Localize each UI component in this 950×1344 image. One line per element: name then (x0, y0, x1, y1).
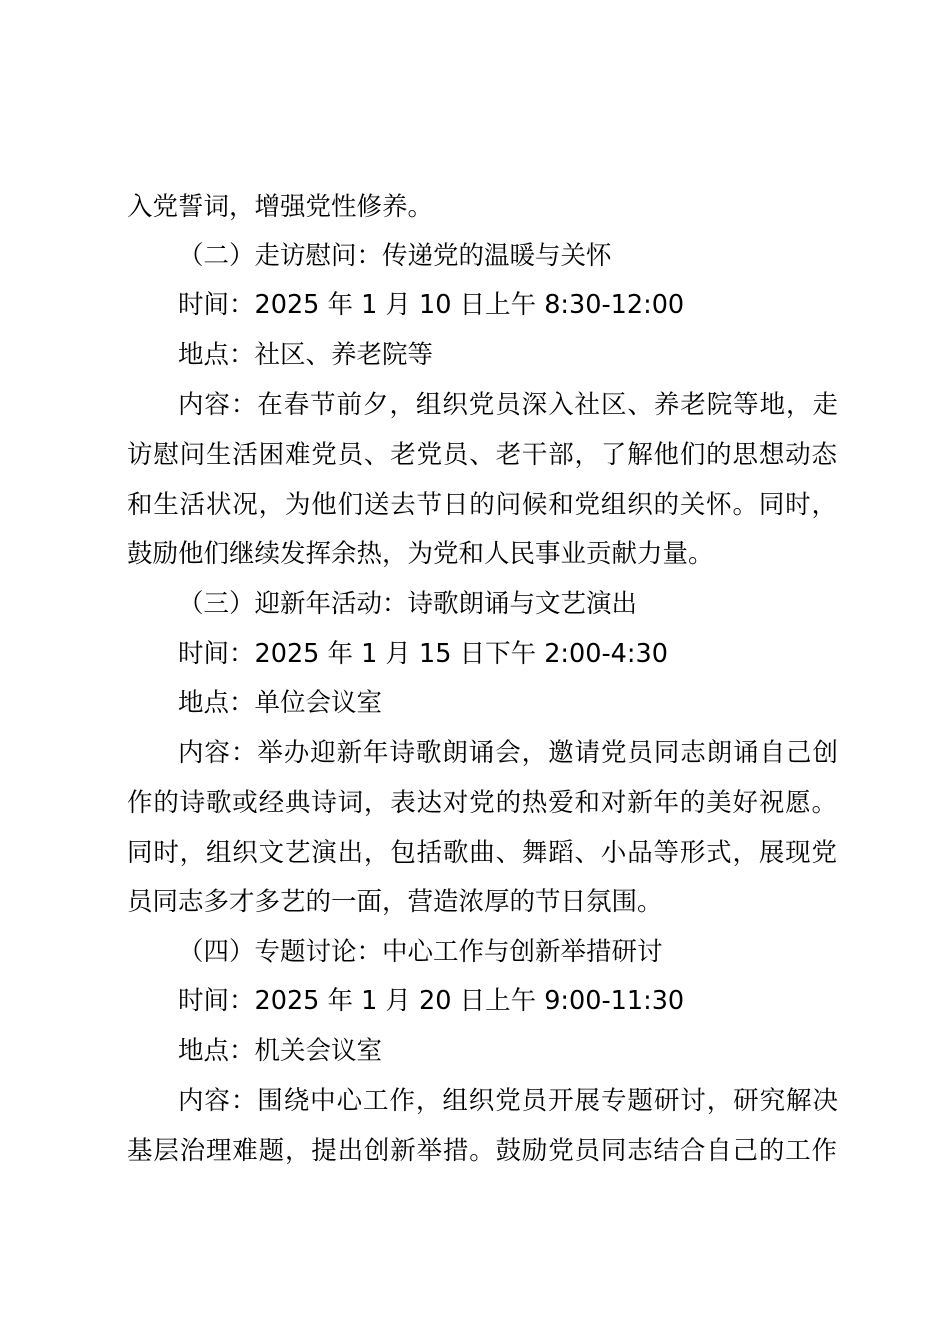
section-heading-2: （二）走访慰问：传递党的温暖与关怀 (178, 241, 612, 271)
content-line-4-1: 内容：围绕中心工作，组织党员开展专题研讨，研究解决 (178, 1086, 838, 1116)
section-heading-4: （四）专题讨论：中心工作与创新举措研讨 (178, 937, 663, 967)
section-heading-3: （三）迎新年活动：诗歌朗诵与文艺演出 (178, 589, 638, 619)
content-line-4-2: 基层治理难题，提出创新举措。鼓励党员同志结合自己的工作 (127, 1136, 837, 1166)
time-line-4: 时间：2025 年 1 月 20 日上午 9:00-11:30 (178, 986, 685, 1016)
content-line-2-1: 内容：在春节前夕，组织党员深入社区、养老院等地，走 (178, 390, 838, 420)
content-line-3-4: 员同志多才多艺的一面，营造浓厚的节日氛围。 (127, 887, 663, 917)
location-line-2: 地点：社区、养老院等 (178, 340, 434, 370)
content-line-2-4: 鼓励他们继续发挥余热，为党和人民事业贡献力量。 (127, 539, 714, 569)
location-line-4: 地点：机关会议室 (178, 1036, 383, 1066)
location-line-3: 地点：单位会议室 (178, 688, 383, 718)
time-line-3: 时间：2025 年 1 月 15 日下午 2:00-4:30 (178, 639, 668, 669)
content-line-3-1: 内容：举办迎新年诗歌朗诵会，邀请党员同志朗诵自己创 (178, 738, 838, 768)
content-line-3-3: 同时，组织文艺演出，包括歌曲、舞蹈、小品等形式，展现党 (127, 838, 837, 868)
content-line-2-3: 和生活状况，为他们送去节日的问候和党组织的关怀。同时， (127, 490, 837, 520)
paragraph-continuation-line: 入党誓词，增强党性修养。 (127, 192, 434, 222)
content-line-2-2: 访慰问生活困难党员、老党员、老干部，了解他们的思想动态 (127, 440, 837, 470)
content-line-3-2: 作的诗歌或经典诗词，表达对党的热爱和对新年的美好祝愿。 (127, 788, 837, 818)
time-line-2: 时间：2025 年 1 月 10 日上午 8:30-12:00 (178, 290, 685, 320)
